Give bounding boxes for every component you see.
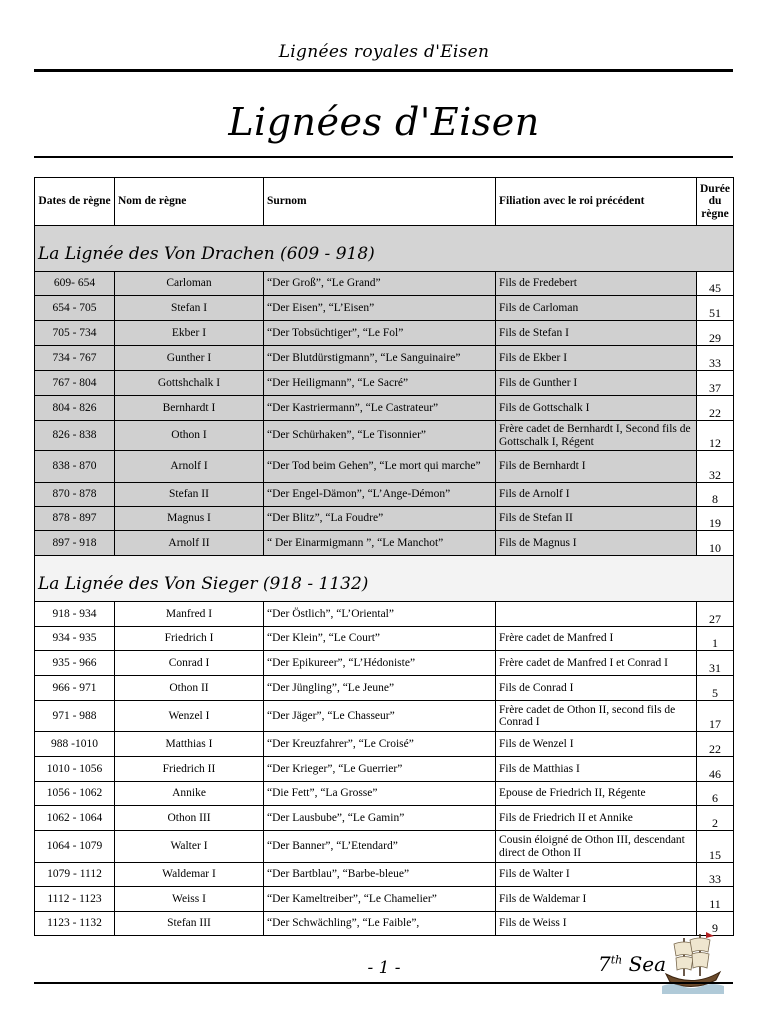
header-rule [34, 69, 733, 72]
table-row [35, 531, 734, 556]
reign-dates: 654 - 705 [35, 296, 115, 321]
reign-surnom: “Der Eisen”, “L’Eisen” [264, 296, 496, 321]
reign-surnom: “Der Heiligmann”, “Le Sacré” [264, 371, 496, 396]
reign-duration: 19 [697, 507, 734, 531]
reign-dates: 878 - 897 [35, 507, 115, 531]
reign-surnom: “Der Östlich”, “L’Oriental” [264, 602, 496, 627]
lineage-table [34, 177, 734, 936]
reign-duration: 8 [697, 483, 734, 507]
section-spacer [35, 556, 734, 569]
reign-surnom: “Der Lausbube”, “Le Gamin” [264, 806, 496, 831]
reign-dates: 971 - 988 [35, 701, 115, 732]
reign-duration: 10 [697, 531, 734, 556]
reign-dates: 935 - 966 [35, 651, 115, 676]
reign-surnom: “Der Blitz”, “La Foudre” [264, 507, 496, 531]
reign-dates: 918 - 934 [35, 602, 115, 627]
table-row [35, 887, 734, 912]
reign-dates: 767 - 804 [35, 371, 115, 396]
reign-filiation: Fils de Friedrich II et Annike [496, 806, 697, 831]
reign-filiation: Fils de Ekber I [496, 346, 697, 371]
reign-duration: 22 [697, 732, 734, 757]
reign-surnom: “ Der Einarmigmann ”, “Le Manchot” [264, 531, 496, 556]
reign-name: Carloman [115, 272, 264, 296]
reign-filiation: Fils de Gottschalk I [496, 396, 697, 421]
brand-suffix: th [610, 953, 623, 967]
section-spacer [35, 226, 734, 239]
reign-filiation: Fils de Fredebert [496, 272, 697, 296]
reign-surnom: “Der Engel-Dämon”, “L’Ange-Démon” [264, 483, 496, 507]
reign-filiation: Fils de Matthias I [496, 757, 697, 782]
reign-name: Bernhardt I [115, 396, 264, 421]
reign-duration: 32 [697, 451, 734, 483]
reign-surnom: “Der Kastriermann”, “Le Castrateur” [264, 396, 496, 421]
reign-name: Conrad I [115, 651, 264, 676]
reign-filiation: Fils de Stefan II [496, 507, 697, 531]
reign-duration: 31 [697, 651, 734, 676]
reign-filiation: Fils de Stefan I [496, 321, 697, 346]
reign-filiation: Fils de Magnus I [496, 531, 697, 556]
table-row [35, 396, 734, 421]
brand-word: Sea [622, 952, 667, 976]
table-row [35, 732, 734, 757]
reign-duration: 29 [697, 321, 734, 346]
table-header [35, 178, 734, 226]
reign-surnom: “Der Blutdürstigmann”, “Le Sanguinaire” [264, 346, 496, 371]
reign-filiation: Fils de Wenzel I [496, 732, 697, 757]
reign-dates: 1062 - 1064 [35, 806, 115, 831]
table-row [35, 701, 734, 732]
reign-dates: 966 - 971 [35, 676, 115, 701]
table-row [35, 627, 734, 651]
reign-duration: 45 [697, 272, 734, 296]
reign-name: Manfred I [115, 602, 264, 627]
reign-filiation: Cousin éloigné de Othon III, descendant direct de Othon II [496, 831, 697, 863]
reign-dates: 1056 - 1062 [35, 782, 115, 806]
reign-dates: 826 - 838 [35, 421, 115, 451]
reign-name: Arnolf I [115, 451, 264, 483]
page-number: - 1 - [367, 958, 401, 978]
reign-name: Magnus I [115, 507, 264, 531]
reign-surnom: “Der Schürhaken”, “Le Tisonnier” [264, 421, 496, 451]
reign-duration: 11 [697, 887, 734, 912]
reign-name: Annike [115, 782, 264, 806]
reign-name: Friedrich II [115, 757, 264, 782]
reign-name: Wenzel I [115, 701, 264, 732]
reign-duration: 12 [697, 421, 734, 451]
table-row [35, 272, 734, 296]
reign-duration: 17 [697, 701, 734, 732]
table-row [35, 296, 734, 321]
table-row [35, 863, 734, 887]
reign-surnom: “Der Klein”, “Le Court” [264, 627, 496, 651]
table-row [35, 676, 734, 701]
table-row [35, 451, 734, 483]
reign-duration: 15 [697, 831, 734, 863]
footer-rule [34, 982, 733, 984]
reign-name: Waldemar I [115, 863, 264, 887]
reign-dates: 804 - 826 [35, 396, 115, 421]
col-header-filiation: Filiation avec le roi précédent [496, 178, 697, 226]
reign-surnom: “Der Tobsüchtiger”, “Le Fol” [264, 321, 496, 346]
col-header-dates: Dates de règne [35, 178, 115, 226]
reign-duration: 6 [697, 782, 734, 806]
reign-filiation: Frère cadet de Bernhardt I, Second fils de Gottschalk I, Régent [496, 421, 697, 451]
reign-dates: 934 - 935 [35, 627, 115, 651]
reign-name: Othon I [115, 421, 264, 451]
reign-filiation: Fils de Carloman [496, 296, 697, 321]
reign-dates: 870 - 878 [35, 483, 115, 507]
reign-filiation: Fils de Waldemar I [496, 887, 697, 912]
section-title: La Lignée des Von Sieger (918 - 1132) [35, 568, 734, 602]
reign-duration: 33 [697, 863, 734, 887]
col-header-surnom: Surnom [264, 178, 496, 226]
reign-name: Othon III [115, 806, 264, 831]
reign-duration: 9 [697, 912, 734, 936]
table-row [35, 782, 734, 806]
reign-dates: 988 -1010 [35, 732, 115, 757]
table-row [35, 757, 734, 782]
reign-duration: 1 [697, 627, 734, 651]
table-row [35, 602, 734, 627]
page-title: Lignées d'Eisen [228, 100, 540, 144]
brand-number: 7 [598, 952, 611, 976]
table-row [35, 831, 734, 863]
reign-surnom: “Der Tod beim Gehen”, “Le mort qui marche” [264, 451, 496, 483]
reign-filiation: Epouse de Friedrich II, Régente [496, 782, 697, 806]
table-row [35, 321, 734, 346]
reign-surnom: “Der Groß”, “Le Grand” [264, 272, 496, 296]
reign-duration: 27 [697, 602, 734, 627]
reign-filiation: Fils de Weiss I [496, 912, 697, 936]
reign-duration: 2 [697, 806, 734, 831]
reign-dates: 838 - 870 [35, 451, 115, 483]
reign-surnom: “Die Fett”, “La Grosse” [264, 782, 496, 806]
reign-duration: 33 [697, 346, 734, 371]
reign-duration: 5 [697, 676, 734, 701]
reign-name: Friedrich I [115, 627, 264, 651]
reign-dates: 1079 - 1112 [35, 863, 115, 887]
table-row [35, 483, 734, 507]
reign-duration: 46 [697, 757, 734, 782]
reign-duration: 51 [697, 296, 734, 321]
reign-name: Stefan II [115, 483, 264, 507]
reign-filiation: Frère cadet de Othon II, second fils de Conrad I [496, 701, 697, 732]
reign-dates: 1112 - 1123 [35, 887, 115, 912]
reign-duration: 37 [697, 371, 734, 396]
reign-dates: 609- 654 [35, 272, 115, 296]
reign-filiation [496, 602, 697, 627]
reign-name: Matthias I [115, 732, 264, 757]
reign-surnom: “Der Epikureer”, “L’Hédoniste” [264, 651, 496, 676]
table-row [35, 346, 734, 371]
reign-surnom: “Der Kreuzfahrer”, “Le Croisé” [264, 732, 496, 757]
col-header-name: Nom de règne [115, 178, 264, 226]
sailing-ship-icon [662, 928, 724, 994]
reign-dates: 897 - 918 [35, 531, 115, 556]
reign-filiation: Frère cadet de Manfred I [496, 627, 697, 651]
reign-dates: 705 - 734 [35, 321, 115, 346]
reign-name: Ekber I [115, 321, 264, 346]
reign-surnom: “Der Banner”, “L’Etendard” [264, 831, 496, 863]
reign-name: Gunther I [115, 346, 264, 371]
reign-name: Walter I [115, 831, 264, 863]
table-row [35, 421, 734, 451]
table-row [35, 371, 734, 396]
section-heading-row [35, 238, 734, 272]
reign-name: Arnolf II [115, 531, 264, 556]
section-spacer-cell [35, 556, 734, 569]
table-row [35, 507, 734, 531]
reign-surnom: “Der Jäger”, “Le Chasseur” [264, 701, 496, 732]
running-title: Lignées royales d'Eisen [278, 42, 490, 62]
reign-dates: 1010 - 1056 [35, 757, 115, 782]
reign-surnom: “Der Jüngling”, “Le Jeune” [264, 676, 496, 701]
reign-filiation: Fils de Conrad I [496, 676, 697, 701]
reign-surnom: “Der Bartblau”, “Barbe-bleue” [264, 863, 496, 887]
reign-surnom: “Der Schwächling”, “Le Faible”, [264, 912, 496, 936]
col-header-duree: Durée du règne [697, 178, 734, 226]
table-row [35, 912, 734, 936]
brand-logo-text [598, 952, 666, 976]
reign-surnom: “Der Krieger”, “Le Guerrier” [264, 757, 496, 782]
reign-filiation: Fils de Gunther I [496, 371, 697, 396]
reign-dates: 1064 - 1079 [35, 831, 115, 863]
reign-duration: 22 [697, 396, 734, 421]
table-row [35, 806, 734, 831]
reign-dates: 734 - 767 [35, 346, 115, 371]
reign-surnom: “Der Kameltreiber”, “Le Chamelier” [264, 887, 496, 912]
section-title: La Lignée des Von Drachen (609 - 918) [35, 238, 734, 272]
reign-name: Stefan III [115, 912, 264, 936]
reign-name: Weiss I [115, 887, 264, 912]
title-rule [34, 156, 733, 158]
section-heading-row [35, 568, 734, 602]
reign-filiation: Fils de Walter I [496, 863, 697, 887]
reign-filiation: Fils de Arnolf I [496, 483, 697, 507]
reign-filiation: Frère cadet de Manfred I et Conrad I [496, 651, 697, 676]
table-row [35, 651, 734, 676]
section-spacer-cell [35, 226, 734, 239]
reign-name: Stefan I [115, 296, 264, 321]
reign-name: Gottshchalk I [115, 371, 264, 396]
reign-dates: 1123 - 1132 [35, 912, 115, 936]
reign-name: Othon II [115, 676, 264, 701]
reign-filiation: Fils de Bernhardt I [496, 451, 697, 483]
